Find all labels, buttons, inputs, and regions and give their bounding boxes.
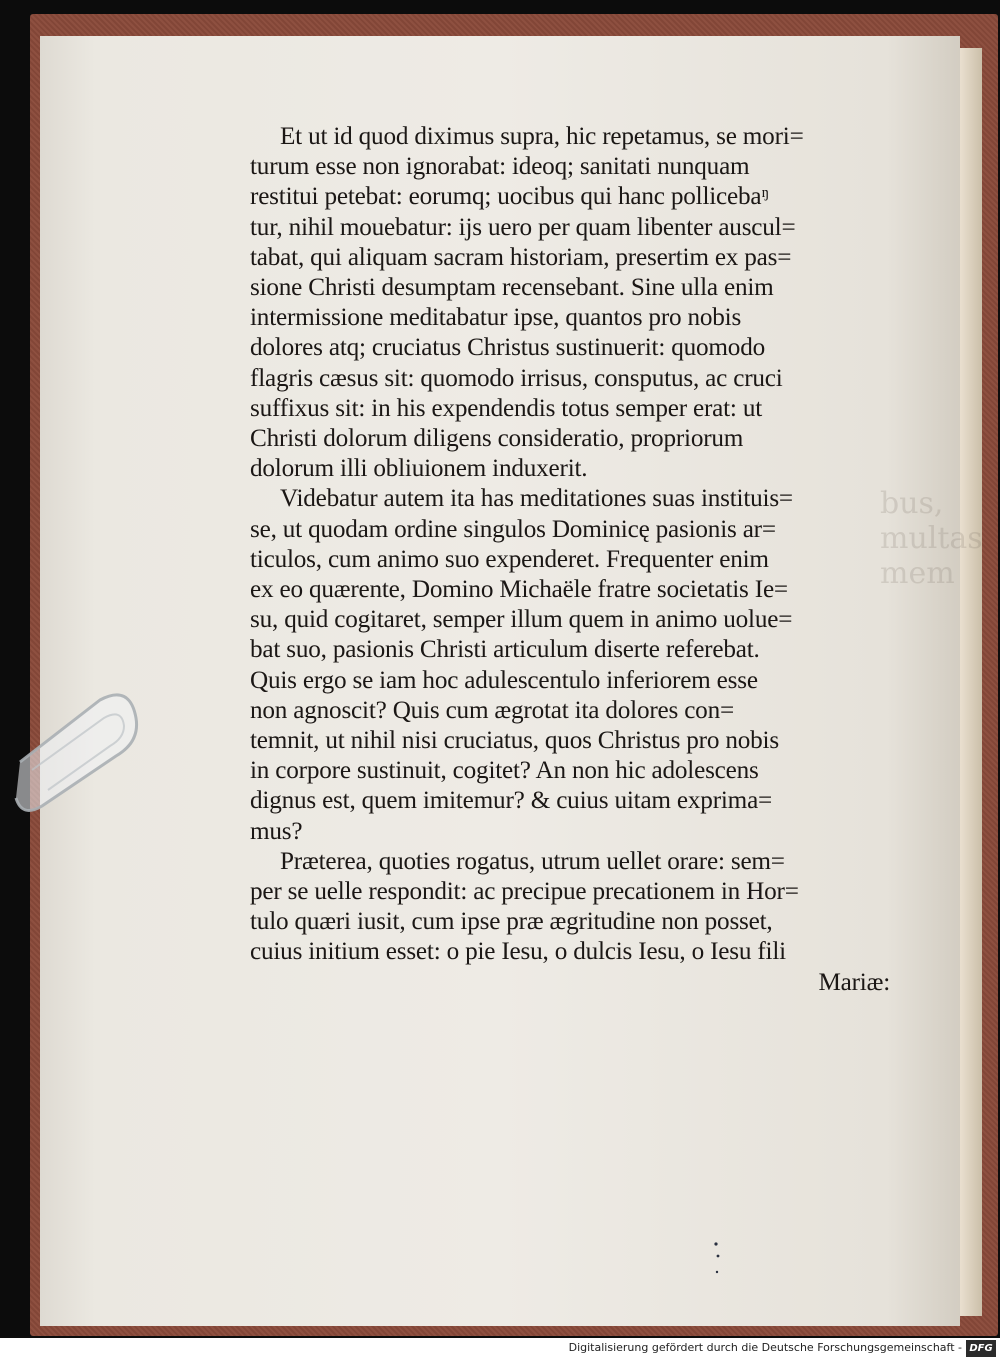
text-line: turum esse non ignorabat: ideoq; sanitati nunquam: [250, 153, 750, 181]
footer-bar: [0, 1338, 1000, 1361]
text-line: sione Christi desumptam recensebant. Sine ulla enim: [250, 274, 774, 302]
catchword: Mariæ:: [818, 968, 890, 996]
text-line: tabat, qui aliquam sacram historiam, presertim ex pas=: [250, 243, 792, 271]
text-line: intermissione meditabatur ipse, quantos pro nobis: [250, 304, 742, 332]
text-line: Videbatur autem ita has meditationes suas instituis=: [280, 485, 793, 513]
text-line: dolores atq; cruciatus Christus sustinuerit: quomodo: [250, 334, 765, 362]
text-line: temnit, ut nihil nisi cruciatus, quos Christus pro nobis: [250, 727, 779, 755]
text-line: su, quid cogitaret, semper illum quem in animo uolue=: [250, 606, 793, 634]
bleed-through: bus, multas mem: [880, 486, 983, 591]
text-line: suffixus sit: in his expendendis totus semper erat: ut: [250, 394, 763, 422]
text-line: Quis ergo se iam hoc adulescentulo inferiorem esse: [250, 666, 758, 694]
page-text: [250, 122, 890, 998]
paper-clip: [12, 690, 140, 820]
text-line: tur, nihil mouebatur: ijs uero per quam libenter auscul=: [250, 213, 796, 241]
dfg-logo: DFG: [966, 1340, 996, 1357]
text-line: mus?: [250, 817, 303, 845]
text-line: tulo quæri iusit, cum ipse præ ægritudine non posset,: [250, 908, 773, 936]
text-line: ex eo quærente, Domino Michaële fratre societatis Ie=: [250, 576, 788, 604]
text-line: flagris cæsus sit: quomodo irrisus, consputus, ac cruci: [250, 364, 783, 392]
text-line: dignus est, quem imitemur? & cuius uitam exprima=: [250, 787, 773, 815]
text-line: non agnoscit? Quis cum ægrotat ita dolores con=: [250, 696, 734, 724]
ink-specks: [710, 1238, 724, 1278]
text-line: Præterea, quoties rogatus, utrum uellet orare: sem=: [280, 847, 785, 875]
text-line: bat suo, pasionis Christi articulum diserte referebat.: [250, 636, 760, 664]
text-line: ticulos, cum animo suo expenderet. Frequenter enim: [250, 545, 769, 573]
text-line: Et ut id quod diximus supra, hic repetamus, se mori=: [280, 123, 804, 150]
text-line: per se uelle respondit: ac precipue precationem in Hor=: [250, 878, 799, 906]
text-line: Christi dolorum diligens consideratio, propriorum: [250, 425, 744, 453]
funding-notice: Digitalisierung gefördert durch die Deutsche Forschungsgemeinschaft -: [568, 1341, 962, 1354]
text-line: restitui petebat: eorumq; uocibus qui hanc pollicebaᵑ: [250, 183, 769, 211]
text-line: in corpore sustinuit, cogitet? An non hic adolescens: [250, 757, 759, 785]
text-line: dolorum illi obliuionem induxerit.: [250, 455, 588, 483]
text-line: cuius initium esset: o pie Iesu, o dulcis Iesu, o Iesu fili: [250, 938, 786, 966]
text-line: se, ut quodam ordine singulos Dominicę pasionis ar=: [250, 515, 776, 543]
